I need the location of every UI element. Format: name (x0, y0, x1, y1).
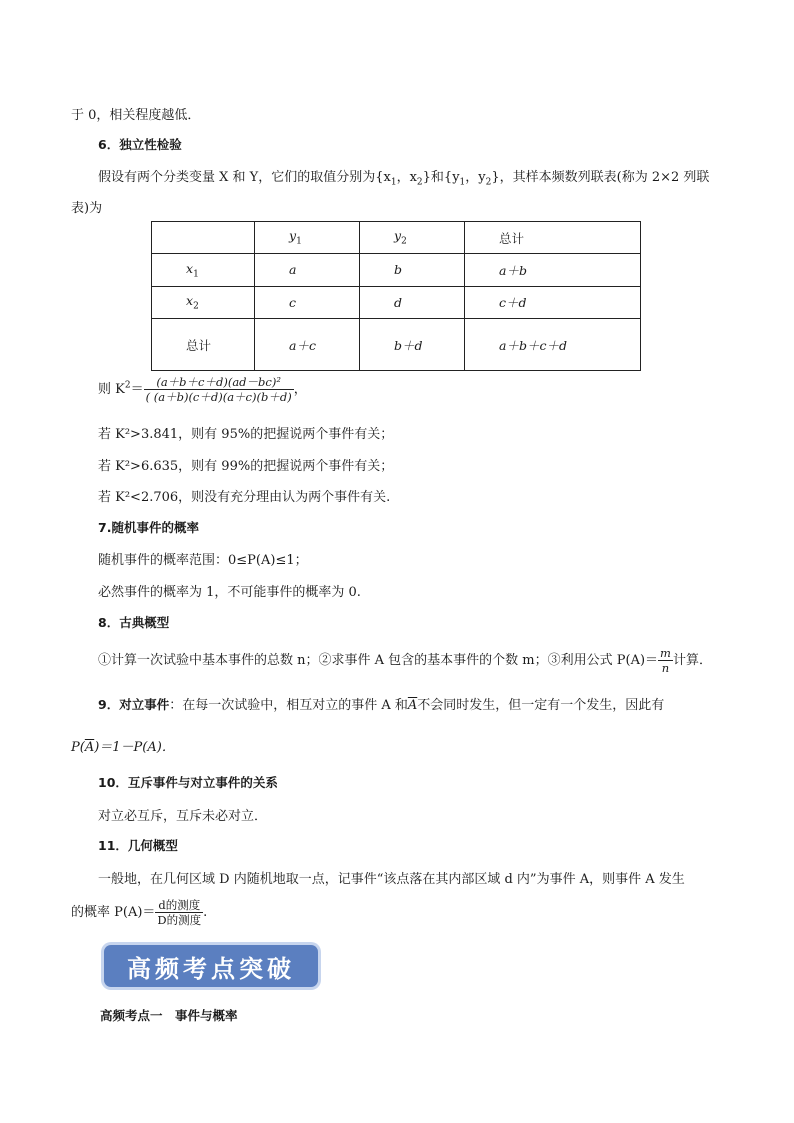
section-9-line (98, 694, 664, 713)
table-row (152, 254, 641, 286)
chi-square-formula (98, 375, 307, 404)
para-text-a: 假设有两个分类变量 X 和 Y，它们的取值分别为{x (98, 170, 391, 185)
table-header-row (152, 222, 641, 254)
section-8-line (98, 646, 712, 675)
condition-line-3: 若 K²<2.706，则没有充分理由认为两个事件有关. (98, 490, 391, 505)
table-header-cell: $y_2$ (360, 222, 465, 254)
table-cell: a (255, 254, 360, 286)
section-10-line: 对立必互斥，互斥未必对立． (98, 809, 268, 824)
complement-a: $\overline{A}$ (407, 698, 418, 713)
table-cell: a＋b (465, 254, 641, 286)
table-header-cell: $y_1$ (255, 222, 360, 254)
banner-title: 高频考点突破 (127, 953, 295, 983)
table-cell: a＋c (255, 319, 360, 371)
section-11-text: 的概率 P(A)＝ (71, 905, 156, 920)
table-row-label: 总计 (152, 319, 255, 371)
formula-prefix: 则 K (98, 382, 125, 397)
section-banner (104, 945, 318, 987)
section-8-heading: 8．古典概型 (98, 615, 170, 630)
table-row (152, 319, 641, 371)
formula-tail: ， (293, 382, 307, 397)
section-6-paragraph (98, 166, 709, 188)
para-text-c: }和{y (422, 170, 460, 185)
m-over-n-fraction: $\frac{m}{n}$ (660, 646, 671, 675)
subheading: 高频考点一 事件与概率 (100, 1008, 238, 1023)
formula-eq: ＝ (130, 382, 144, 397)
section-11-text-end: . (203, 905, 208, 920)
table-row-label: $x_2$ (152, 286, 255, 318)
table-cell: b＋d (360, 319, 465, 371)
para-text-e: }，其样本频数列联表(称为 2×2 列联 (491, 170, 710, 185)
section-8-text: ①计算一次试验中基本事件的总数 n；②求事件 A 包含的基本事件的个数 m；③利用公式 P(A)＝ (98, 653, 659, 668)
formula-sup: 2 (124, 380, 131, 391)
section-9-text-b: 不会同时发生，但一定有一个发生，因此有 (417, 698, 665, 713)
table-header-cell (152, 222, 255, 254)
table-header-cell: 总计 (465, 222, 641, 254)
sub-4: 2 (485, 177, 492, 188)
table-row-label: $x_1$ (152, 254, 255, 286)
sub-2: 2 (416, 177, 423, 188)
intro-line: 于 0，相关程度越低． (71, 108, 201, 123)
measure-fraction: $\frac{\text{d的测度}}{\text{D的测度}}$ (157, 898, 202, 927)
section-11-line-2 (71, 898, 207, 927)
section-7-line-1: 随机事件的概率范围：0≤P(A)≤1； (98, 553, 308, 568)
section-11-heading: 11．几何概型 (98, 838, 178, 853)
sub-3: 1 (459, 177, 466, 188)
contingency-table (151, 221, 641, 371)
para-text-d: ，y (465, 170, 486, 185)
table-row (152, 286, 641, 318)
formula-part-a: P( (71, 740, 85, 755)
table-cell: c (255, 286, 360, 318)
table-cell: d (360, 286, 465, 318)
section-7-line-2: 必然事件的概率为 1，不可能事件的概率为 0. (98, 585, 361, 600)
table-cell: a＋b＋c＋d (465, 319, 641, 371)
condition-line-2: 若 K²>6.635，则有 99%的把握说两个事件有关； (98, 459, 394, 474)
section-9-formula (71, 736, 175, 755)
condition-line-1: 若 K²>3.841，则有 95%的把握说两个事件有关； (98, 427, 394, 442)
section-7-heading: 7.随机事件的概率 (98, 520, 199, 535)
section-9-heading: 9．对立事件 (98, 697, 170, 712)
para-text-b: ，x (396, 170, 417, 185)
section-8-text-end: 计算． (672, 653, 712, 668)
section-10-heading: 10．互斥事件与对立事件的关系 (98, 775, 278, 790)
table-cell: c＋d (465, 286, 641, 318)
section-6-paragraph-end: 表)为 (71, 201, 103, 216)
complement-a: $\overline{A}$ (84, 740, 95, 755)
formula-part-b: )＝1－P(A)． (94, 740, 175, 755)
sub-1: 1 (390, 177, 397, 188)
section-11-line-1: 一般地，在几何区域 D 内随机地取一点，记事件“该点落在其内部区域 d 内”为事件 A，则事件 A 发生 (98, 872, 685, 887)
formula-fraction: $\frac{\text{(a＋b＋c＋d)(ad－bc)²}}{( (a+b)(c+d)(a+c)(b+d)}$ (145, 375, 292, 404)
section-9-text-a: ：在每一次试验中，相互对立的事件 A 和 (169, 698, 408, 713)
table-cell: b (360, 254, 465, 286)
section-6-heading: 6．独立性检验 (98, 137, 182, 152)
